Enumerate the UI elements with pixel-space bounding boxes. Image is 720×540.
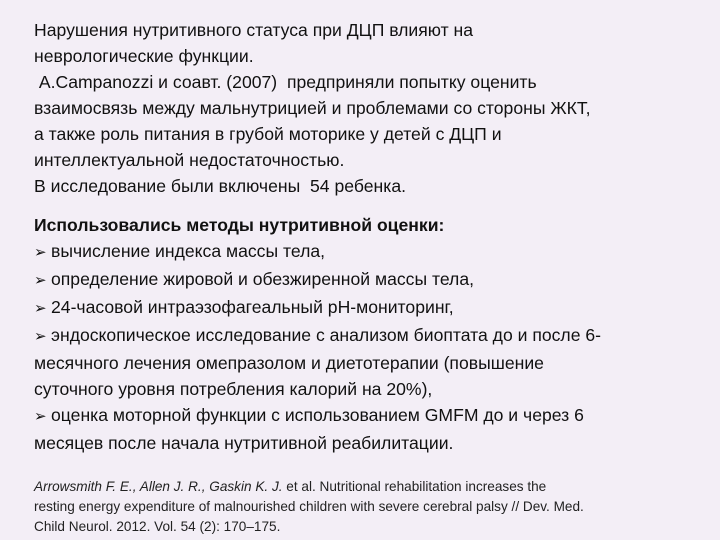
method-item <box>34 266 694 294</box>
reference-line: resting energy expenditure of malnourished children with severe cerebral palsy // Dev. Med. <box>34 499 584 514</box>
arrow-bullet-icon: ➢ <box>34 244 47 261</box>
method-item-text: оценка моторной функции с использованием GMFM до и через 6 <box>51 405 584 425</box>
arrow-bullet-icon: ➢ <box>34 300 47 317</box>
reference-authors: Arrowsmith F. E., Allen J. R., Gaskin K. J. <box>34 479 283 494</box>
intro-line: интеллектуальной недостаточностью. <box>34 150 345 170</box>
intro-line: а также роль питания в грубой моторике у детей с ДЦП и <box>34 124 502 144</box>
intro-line: неврологические функции. <box>34 46 254 66</box>
method-item-text: определение жировой и обезжиренной массы тела, <box>51 269 474 289</box>
method-item-continuation: месячного лечения омепразолом и диетотерапии (повышение <box>34 353 544 373</box>
method-item-text: эндоскопическое исследование с анализом биоптата до и после 6- <box>51 325 602 345</box>
method-item-text: вычисление индекса массы тела, <box>51 241 326 261</box>
reference-line <box>34 477 694 497</box>
arrow-bullet-icon: ➢ <box>34 272 47 289</box>
intro-paragraph <box>34 17 694 199</box>
reference-line: Child Neurol. 2012. Vol. 54 (2): 170–175. <box>34 519 281 534</box>
reference-citation <box>34 477 694 537</box>
method-item <box>34 294 694 322</box>
intro-line: взаимосвязь между мальнутрицией и проблемами со стороны ЖКТ, <box>34 98 591 118</box>
intro-line: Нарушения нутритивного статуса при ДЦП влияют на <box>34 20 474 40</box>
method-item <box>34 402 694 430</box>
reference-title: et al. Nutritional rehabilitation increases the <box>282 479 547 494</box>
intro-line: А.Campanozzi и соавт. (2007) предприняли попытку оценить <box>34 72 537 92</box>
method-item-continuation: месяцев после начала нутритивной реабилитации. <box>34 433 454 453</box>
method-item-continuation: суточного уровня потребления калорий на 20%), <box>34 379 433 399</box>
intro-line: В исследование были включены 54 ребенка. <box>34 176 406 196</box>
arrow-bullet-icon: ➢ <box>34 328 47 345</box>
arrow-bullet-icon: ➢ <box>34 408 47 425</box>
methods-heading: Использовались методы нутритивной оценки: <box>34 215 445 235</box>
method-item-text: 24-часовой интраэзофагеальный рН-мониторинг, <box>51 297 454 317</box>
methods-section <box>34 212 694 456</box>
method-item <box>34 322 694 350</box>
method-item <box>34 238 694 266</box>
